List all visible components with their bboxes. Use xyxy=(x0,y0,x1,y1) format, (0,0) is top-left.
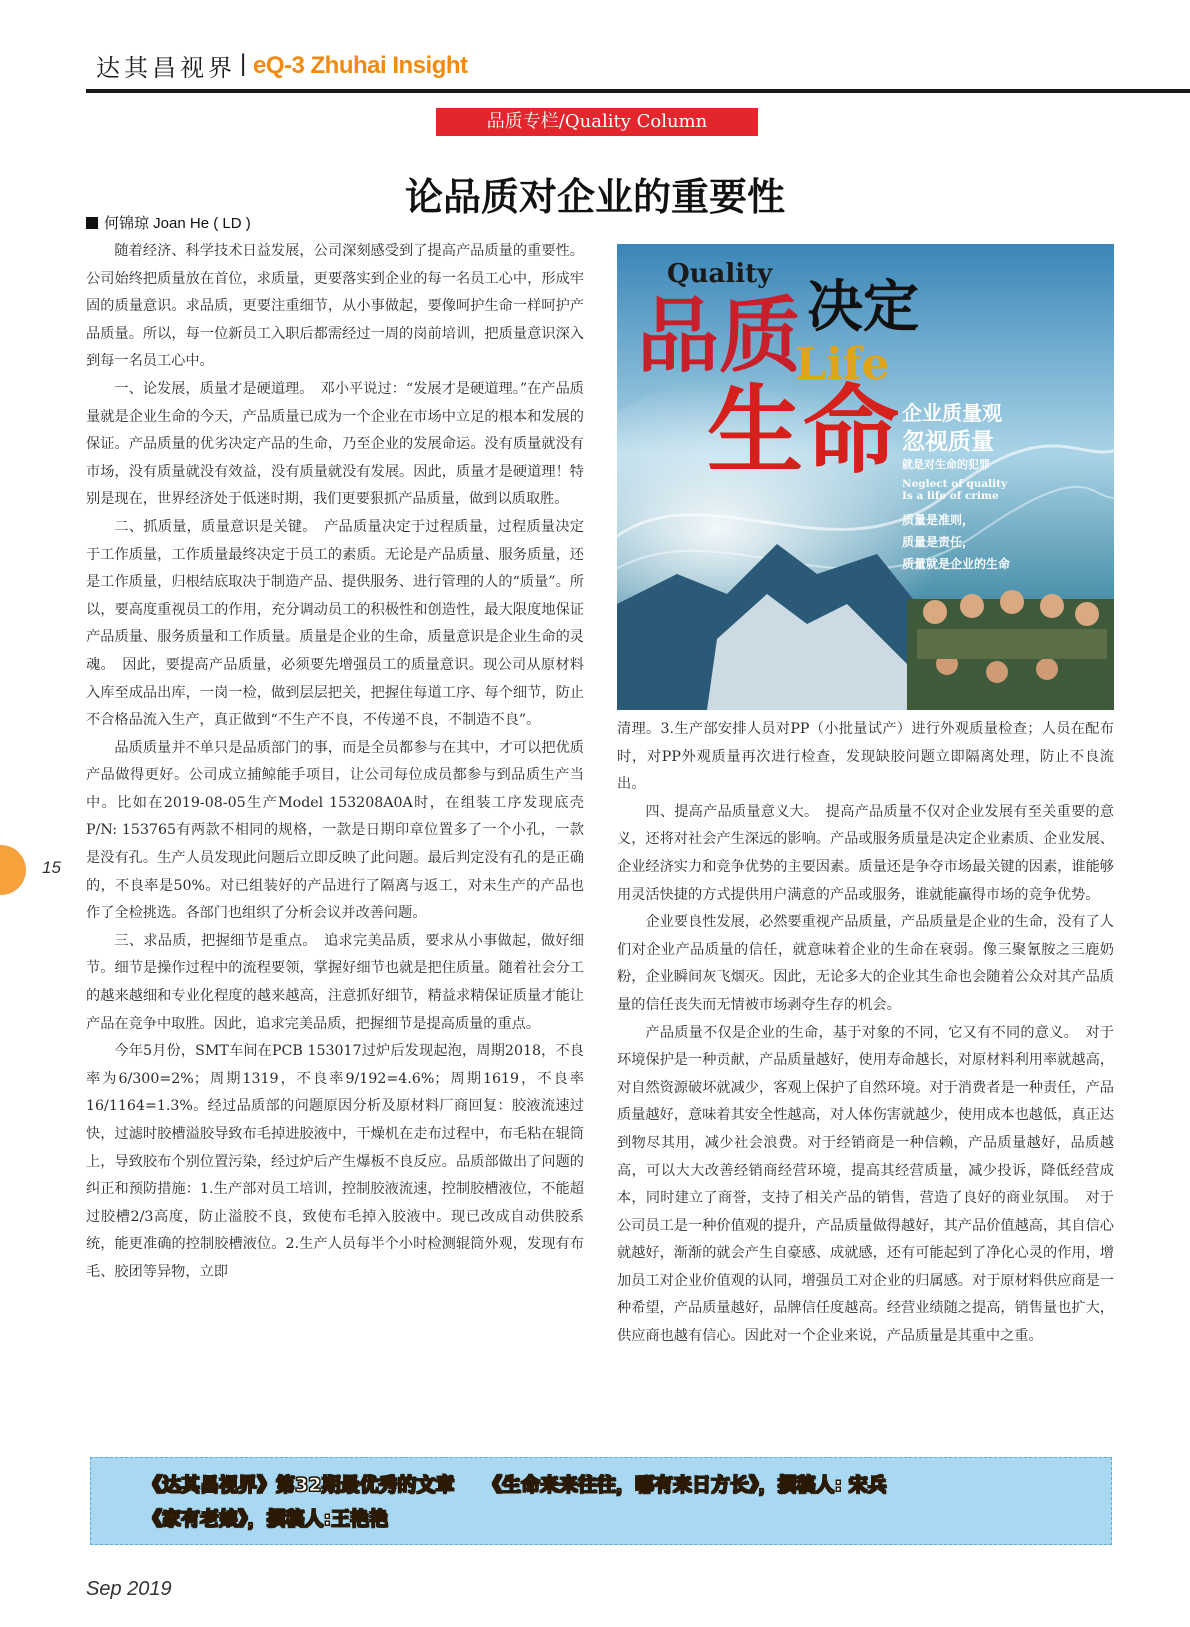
banner-line-2: 《家有老娘》，撰稿人:王艳艳 xyxy=(143,1508,389,1530)
paragraph: 二、抓质量，质量意识是关键。 产品质量决定于过程质量，过程质量决定于工作质量，工作质量最终决定于员工的素质。无论是产品质量、服务质量，还是工作质量，归根结底取决于制造产品、提供服务、进行管理的人的“质量”。所以，要高度重视员工的作用，充分调动员工的积极性和创造性，最大限度地保证产品质量、服务质量和工作质量。质量是企业的生命，质量意识是企业生命的灵魂。 因此，要提高产品质量，必须要先增强员工的质量意识。现公司从原材料入库至成品出库，一岗一检，做到层层把关，把握住每道工序、每个细节，防止不合格品流入生产，真正做到“不生产不良，不传递不良，不制造不良”。 xyxy=(86,518,584,729)
right-column xyxy=(617,716,1114,1351)
poster-slogan-title: 企业质量观 xyxy=(902,401,1002,425)
author-bullet xyxy=(86,217,98,229)
author-line xyxy=(86,212,251,233)
poster-quality-word: Quality xyxy=(667,259,773,289)
column-tag: 品质专栏/Quality Column xyxy=(436,108,758,136)
poster-slogan-main: 忽视质量 xyxy=(902,428,994,455)
poster-slogan-en-2: Is a life of crime xyxy=(902,490,999,502)
magazine-title-cn: 达其昌视界 xyxy=(96,54,236,82)
featured-articles-banner xyxy=(90,1457,1112,1545)
left-column xyxy=(86,238,584,1287)
paragraph: 随着经济、科学技术日益发展，公司深刻感受到了提高产品质量的重要性。公司始终把质量放在首位，求质量，更要落实到企业的每一名员工心中，形成牢固的质量意识。求品质，更要注重细节，从小事做起，要像呵护生命一样呵护产品质量。所以，每一位新员工入职后都需经过一周的岗前培训，把质量意识深入到每一名员工心中。 xyxy=(86,243,584,370)
issue-date: Sep 2019 xyxy=(86,1578,172,1600)
paragraph: 清理。3.生产部安排人员对PP（小批量试产）进行外观质量检查；人员在配布时，对PP外观质量再次进行检查，发现缺胶问题立即隔离处理，防止不良流出。 xyxy=(617,721,1114,793)
paragraph: 品质质量并不单只是品质部门的事，而是全员都参与在其中，才可以把优质产品做得更好。公司成立捕鲸能手项目，让公司每位成员都参与到品质生产当中。比如在2019-08-05生产Model 153208A0A时，在组装工序发现底壳P/N: 153765有两款不相同的规格，一款是日期印章位置多了一个小孔，一款是没有孔。生产人员发现此问题后立即反映了此问题。最后判定没有孔的是正确的，不良率是50%。对已组装好的产品进行了隔离与返工，对未生产的产品也作了全检挑选。各部门也组织了分析会议并改善问题。 xyxy=(86,739,584,922)
paragraph: 三、求品质，把握细节是重点。 追求完美品质，要求从小事做起，做好细节。细节是操作过程中的流程要领，掌握好细节也就是把住质量。随着社会分工的越来越细和专业化程度的越来越高，注意抓好细节，精益求精保证质量才能让产品在竞争中取胜。因此，追求完美品质，把握细节是提高质量的重点。 xyxy=(86,932,584,1032)
poster-motto-3: 质量就是企业的生命 xyxy=(902,557,1011,571)
people-group xyxy=(907,590,1114,710)
poster-jue-ding: 决定 xyxy=(807,275,919,340)
poster-pin-zhi: 品质 xyxy=(637,289,802,384)
paragraph: 产品质量不仅是企业的生命，基于对象的不同，它又有不同的意义。 对于环境保护是一种贡献，产品质量越好，使用寿命越长，对原材料利用率就越高，对自然资源破坏就减少，客观上保护了自然环境。对于消费者是一种责任，产品质量越好，意味着其安全性越高，对人体伤害就越少，使用成本也越低，真正达到物尽其用，减少社会浪费。对于经销商是一种信赖，产品质量越好，品质越高，可以大大改善经销商经营环境，提高其经营质量，减少投诉，降低经营成本，同时建立了商誉，支持了相关产品的销售，营造了良好的商业氛围。 对于公司员工是一种价值观的提升，产品质量做得越好，其产品价值越高，其自信心就越好，渐渐的就会产生自豪感、成就感，还有可能起到了净化心灵的作用，增加员工对企业价值观的认同，增强员工对企业的归属感。对于原材料供应商是一种希望，产品质量越好，品牌信任度越高。经营业绩随之提高，销售量也扩大，供应商也越有信心。因此对一个企业来说，产品质量是其重中之重。 xyxy=(617,1024,1114,1345)
article-title: 论品质对企业的重要性 xyxy=(404,174,785,219)
poster-motto-1: 质量是准则， xyxy=(902,513,975,527)
page-marker xyxy=(0,845,26,895)
paragraph: 一、论发展，质量才是硬道理。 邓小平说过：“发展才是硬道理。”在产品质量就是企业生命的今天，产品质量已成为一个企业在市场中立足的根本和发展的保证。产品质量的优劣决定产品的生命，乃至企业的发展命运。没有质量就没有市场，没有质量就没有效益，没有质量就没有发展。因此，质量才是硬道理！特别是现在，世界经济处于低迷时期，我们更要狠抓产品质量，做到以质取胜。 xyxy=(86,380,584,508)
magazine-title-en: eQ-3 Zhuhai Insight xyxy=(253,52,468,79)
banner-line-1: 《达其昌视界》第32期最优秀的文章 《生命来来往往，哪有来日方长》，撰稿人: 宋兵 xyxy=(143,1474,887,1496)
poster-motto-2: 质量是责任， xyxy=(902,535,975,549)
poster-slogan-en-1: Neglect of quality xyxy=(902,478,1008,490)
page-number: 15 xyxy=(42,858,61,877)
poster-slogan-sub: 就是对生命的犯罪 xyxy=(902,458,990,471)
paragraph: 今年5月份，SMT车间在PCB 153017过炉后发现起泡，周期2018，不良率为6/300=2%；周期1319，不良率9/192=4.6%；周期1619，不良率16/1164=1.3%。经过品质部的问题原因分析及原材料厂商回复：胶液流速过快，过滤时胶槽溢胶导致布毛掉进胶液中，干燥机在走布过程中，布毛粘在辊筒上，导致胶布个别位置污染，经过炉后产生爆板不良反应。品质部做出了问题的纠正和预防措施：1.生产部对员工培训，控制胶液流速，控制胶槽液位，不能超过胶槽2/3高度，防止溢胶不良，致使布毛掉入胶液中。现已改成自动供胶系统，能更准确的控制胶槽液位。2.生产人员每半个小时检测辊筒外观，发现有布毛、胶团等异物，立即 xyxy=(86,1043,584,1280)
header-rule xyxy=(86,89,1190,93)
paragraph: 四、提高产品质量意义大。 提高产品质量不仅对企业发展有至关重要的意义，还将对社会产生深远的影响。产品或服务质量是决定企业素质、企业发展、企业经济实力和竞争优势的主要因素。质量还是争夺市场最关键的因素，谁能够用灵活快捷的方式提供用户满意的产品或服务，谁就能赢得市场的竞争优势。 xyxy=(617,803,1114,903)
header-separator: | xyxy=(240,50,247,77)
quality-poster-image xyxy=(617,244,1114,710)
author-name: 何锦琼 Joan He ( LD ) xyxy=(104,215,251,232)
poster-life-word: Life xyxy=(795,339,890,390)
poster-sheng-ming: 生命 xyxy=(707,375,899,487)
paragraph: 企业要良性发展，必然要重视产品质量，产品质量是企业的生命，没有了人们对企业产品质量的信任，就意味着企业的生命在衰弱。像三聚氰胺之三鹿奶粉，企业瞬间灰飞烟灭。因此，无论多大的企业其生命也会随着公众对其产品质量的信任丧失而无情被市场剥夺生存的机会。 xyxy=(617,914,1114,1013)
